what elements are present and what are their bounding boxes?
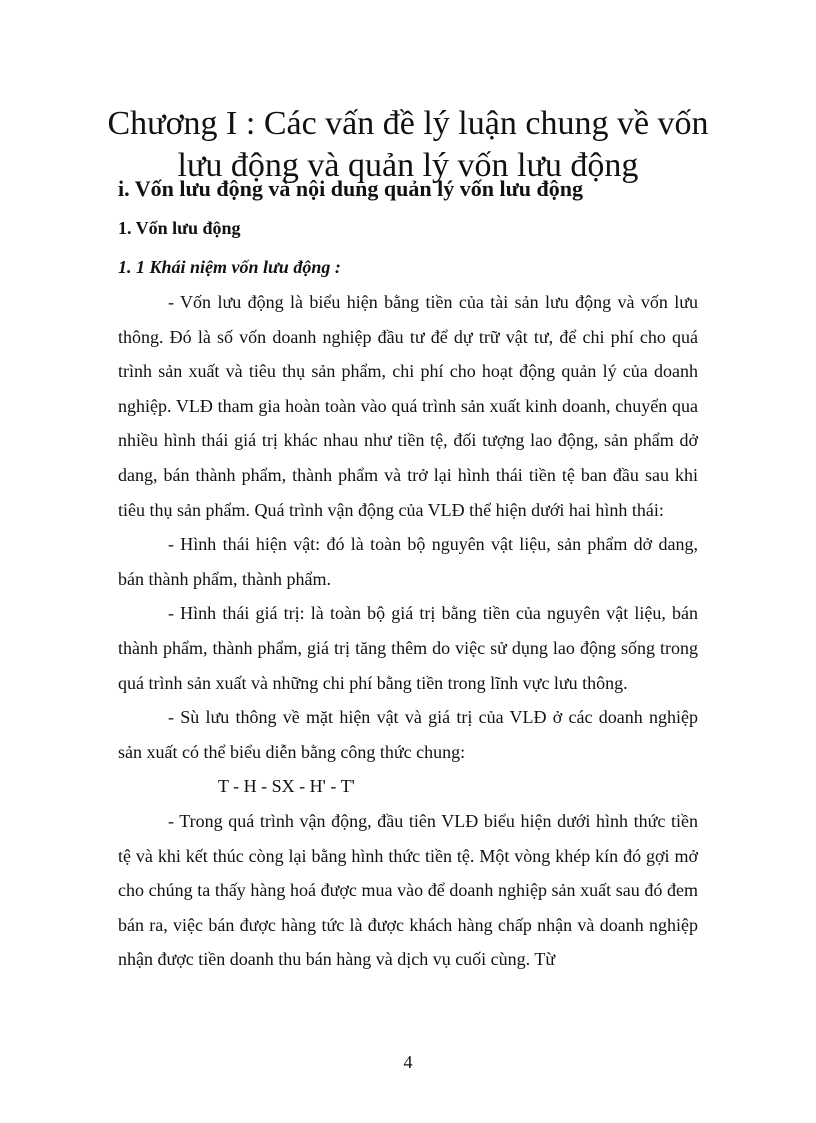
body-text xyxy=(118,285,698,977)
paragraph-circulation: - Sù lưu thông về mặt hiện vật và giá trị của VLĐ ở các doanh nghiệp sản xuất có thể biểu diễn bằng công thức chung: xyxy=(118,707,698,762)
paragraph-value-form: - Hình thái giá trị: là toàn bộ giá trị bằng tiền của nguyên vật liệu, bán thành phẩm, thành phẩm, giá trị tăng thêm do việc sử dụng lao động sống trong quá trình sản xuất và những chi phí bằng tiền trong lĩnh vực lưu thông. xyxy=(118,603,698,693)
paragraph-movement: - Trong quá trình vận động, đầu tiên VLĐ biểu hiện dưới hình thức tiền tệ và khi kết thúc còng lại bằng hình thức tiền tệ. Một vòng khép kín đó gợi mở cho chúng ta thấy hàng hoá được mua vào để doanh nghiệp sản xuất sau đó đem bán ra, việc bán được hàng tức là được khách hàng chấp nhận và doanh nghiệp nhận được tiền doanh thu bán hàng và dịch vụ cuối cùng. Từ xyxy=(118,810,698,970)
paragraph-physical-form: - Hình thái hiện vật: đó là toàn bộ nguyên vật liệu, sản phẩm dở dang, bán thành phẩm, thành phẩm. xyxy=(118,534,698,589)
subsubsection-heading: 1. 1 Khái niệm vốn lưu động : xyxy=(118,257,341,277)
circulation-formula: T - H - SX - H' - T' xyxy=(218,776,355,797)
page-number: 4 xyxy=(403,1052,413,1072)
section-heading: i. Vốn lưu động và nội dung quản lý vốn lưu động xyxy=(118,176,583,201)
subsection-heading: 1. Vốn lưu động xyxy=(118,218,241,238)
paragraph-definition: - Vốn lưu động là biểu hiện bằng tiền của tài sản lưu động và vốn lưu thông. Đó là số vốn doanh nghiệp đầu tư để dự trữ vật tư, để chi phí cho quá trình sản xuất và tiêu thụ sản phẩm, chi phí cho hoạt động quản lý của doanh nghiệp. VLĐ tham gia hoàn toàn vào quá trình sản xuất kinh doanh, chuyển qua nhiều hình thái giá trị khác nhau như tiền tệ, đối tượng lao động, sản phẩm dở dang, bán thành phẩm, thành phẩm và trở lại hình thái tiền tệ ban đầu sau khi tiêu thụ sản phẩm. Quá trình vận động của VLĐ thể hiện dưới hai hình thái: xyxy=(118,292,698,520)
chapter-title: Chương I : Các vấn đề lý luận chung về vốn lưu động và quản lý vốn lưu động xyxy=(107,105,709,184)
